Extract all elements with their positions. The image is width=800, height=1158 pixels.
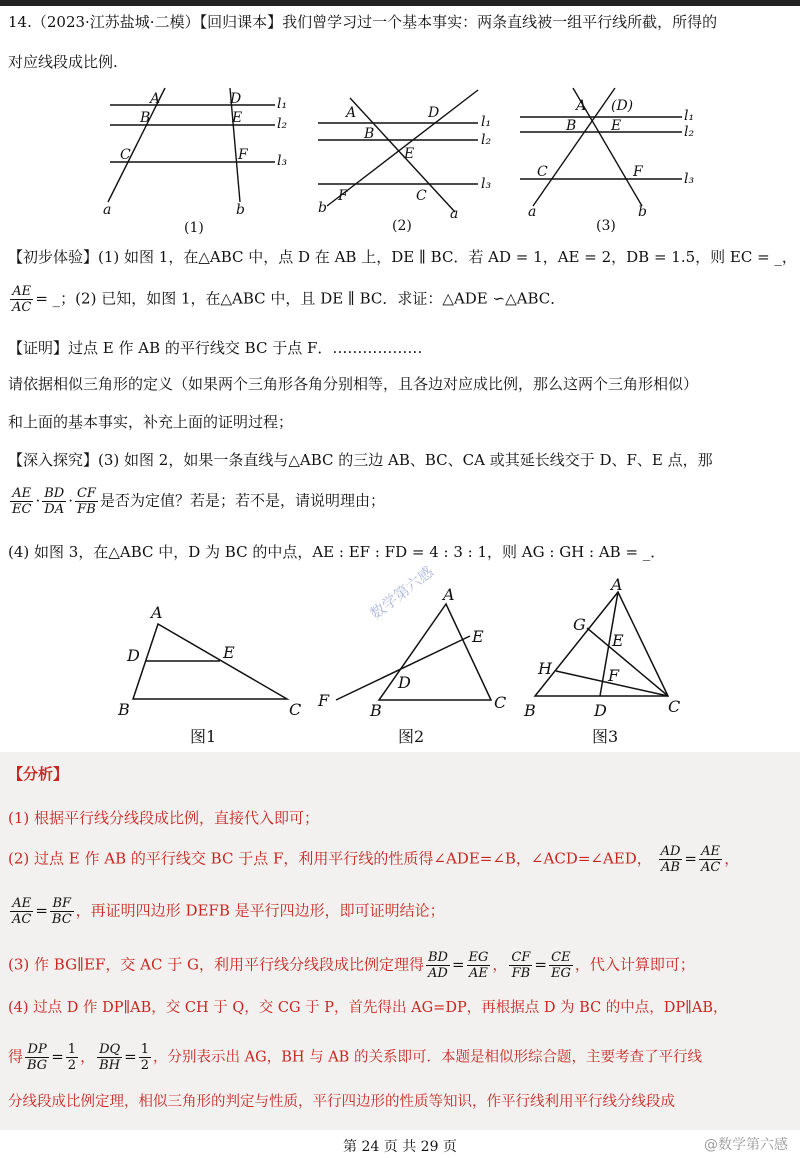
analysis-p2b [8, 896, 798, 927]
p2b-frac1-num: AE [10, 896, 33, 912]
page-footer: 第 24 页 共 29 页 [343, 1139, 457, 1155]
f1-label-l2: l₂ [277, 116, 288, 132]
proof-line: 【证明】过点 E 作 AB 的平行线交 BC 于点 F．……………… [8, 339, 423, 357]
q3-frac3-num: CF [76, 486, 96, 501]
p2b-rest: ，再证明四边形 DEFB 是平行四边形，即可证明结论； [75, 901, 445, 920]
p4-frac2-den: 2 [67, 1058, 77, 1073]
f3-label-b: b [638, 204, 647, 220]
analysis-title: 【分析】 [8, 765, 69, 783]
problem-line-1: 14.（2023·江苏盐城·二模）【回归课本】我们曾学习过一个基本事实：两条直线被一组平行线所截，所得的 [8, 13, 718, 31]
f1-label-C: C [120, 147, 131, 163]
analysis-panel [0, 752, 800, 1130]
p3-frac1-den: AD [428, 966, 448, 981]
p2-eq1: = [684, 849, 697, 868]
p2b-eq: = [35, 901, 48, 920]
g3-label-B: B [524, 701, 536, 720]
problem-line-2: 对应线段成比例. [8, 53, 118, 71]
question-3a: 【深入探究】(3) 如图 2，如果一条直线与△ABC 的三边 AB、BC、CA 或其延长线交于 D、F、E 点，那 [8, 451, 713, 469]
f2-label-F: F [338, 188, 348, 204]
f2-label-C: C [416, 188, 427, 204]
g2-caption: 图2 [398, 727, 425, 746]
f1-label-l1: l₁ [277, 96, 288, 112]
q3-frac2-den: DA [44, 502, 65, 517]
parallel-lines-figures [0, 84, 800, 238]
g1-label-E: E [223, 643, 235, 662]
g1-label-B: B [118, 700, 130, 719]
f1-label-B: B [140, 110, 151, 126]
f1-caption: (1) [184, 220, 204, 236]
p3-frac1-num: BD [427, 950, 448, 965]
question-4: (4) 如图 3，在△ABC 中，D 为 BC 的中点，AE : EF : FD = 4 : 3 : 1，则 AG : GH : AB = _． [8, 543, 666, 561]
p2b-frac2-num: BF [50, 896, 74, 912]
top-border [0, 0, 800, 6]
p4-eq1: = [51, 1047, 64, 1066]
p3-frac3-den: FB [511, 966, 531, 981]
p3-rest: ，代入计算即可； [574, 955, 695, 974]
f3-label-E: E [611, 118, 622, 134]
f3-label-C: C [537, 164, 548, 180]
f2-label-a: a [450, 206, 459, 222]
p2a-text: (2) 过点 E 作 AB 的平行线交 BC 于点 F，利用平行线的性质得∠ADE=∠B，∠ACD=∠AED， [8, 849, 652, 868]
g3-label-F: F [608, 666, 620, 685]
f2-caption: (2) [392, 218, 412, 234]
f2-label-A: A [346, 105, 357, 121]
p4-frac1-num: DP [25, 1042, 49, 1058]
p3a-text: (3) 作 BG∥EF，交 AC 于 G，利用平行线分线段成比例定理得 [8, 955, 424, 974]
g3-label-D: D [594, 701, 607, 720]
q3-frac2-num: BD [44, 486, 65, 501]
f2-label-l3: l₃ [481, 176, 492, 192]
analysis-p5: 分线段成比例定理，相似三角形的判定与性质，平行四边形的性质等知识，作平行线利用平行线分线段成 [8, 1094, 675, 1110]
g3-label-H: H [538, 659, 552, 678]
f3-label-l3: l₃ [684, 171, 695, 187]
g3-caption: 图3 [592, 727, 619, 746]
requirement-line-1: 请依据相似三角形的定义（如果两个三角形各角分别相等，且各边对应成比例，那么这两个三角形相似） [8, 375, 699, 393]
p2b-frac2-den: BC [51, 912, 72, 927]
p3-frac4-den: EG [550, 966, 571, 981]
p2-frac2-den: AC [700, 860, 721, 875]
f3-caption: (3) [596, 218, 616, 234]
p4-frac4-num: 1 [140, 1042, 150, 1057]
f1-label-F: F [238, 147, 248, 163]
p4-frac3-num: DQ [99, 1042, 121, 1057]
f2-label-E: E [404, 146, 415, 162]
requirement-line-2: 和上面的基本事实，补充上面的证明过程； [8, 413, 294, 431]
watermark-corner: @数学第六感 [704, 1137, 788, 1153]
p2-frac2-num: AE [699, 844, 722, 860]
g1-label-C: C [289, 700, 302, 719]
q1b-num: AE [10, 284, 33, 300]
p3-eq2: = [534, 955, 547, 974]
p4-de: 得 [8, 1047, 24, 1066]
g2-label-C: C [494, 693, 507, 712]
f3-label-l2: l₂ [684, 124, 695, 140]
analysis-p1: (1) 根据平行线分线段成比例，直接代入即可； [8, 809, 320, 827]
p4-eq2: = [124, 1047, 137, 1066]
p4-frac2-num: 1 [67, 1042, 77, 1057]
p4-frac1-den: BG [27, 1058, 48, 1073]
q3-frac1-den: EC [12, 502, 32, 517]
p4-frac3-den: BH [99, 1058, 121, 1073]
p4-frac4-den: 2 [140, 1058, 150, 1073]
f1-label-A: A [150, 91, 161, 107]
question-3b: $\frac{AE}{EC}$ · $\frac{BD}{DA}$ · $\frac{CF}{FB}$ 是否为定值？若是；若不是，请说明理由； [12, 486, 385, 517]
g3-label-A: A [611, 578, 623, 594]
p3-frac2-num: EG [468, 950, 489, 965]
f3-label-l1: l₁ [684, 108, 695, 124]
q3-frac1-num: AE [10, 486, 33, 502]
g2-label-D: D [398, 673, 411, 692]
g1-label-A: A [151, 603, 163, 622]
f3-label-F: F [633, 164, 643, 180]
f1-label-l3: l₃ [277, 153, 288, 169]
f1-label-a: a [103, 202, 112, 218]
p3-frac2-den: AE [469, 966, 488, 981]
f2-label-D: D [428, 105, 440, 121]
triangle-figures [0, 578, 800, 750]
g3-label-E: E [612, 631, 624, 650]
g1-label-D: D [127, 646, 140, 665]
g2-label-B: B [370, 701, 382, 720]
g2-label-F: F [318, 691, 330, 710]
p2-frac1-den: AB [660, 860, 680, 875]
f2-label-l1: l₁ [481, 114, 492, 130]
f1-label-b: b [236, 202, 245, 218]
g1-caption: 图1 [190, 727, 217, 746]
f2-label-b: b [318, 200, 327, 216]
f1-label-D: D [230, 91, 242, 107]
g2-label-E: E [472, 627, 484, 646]
f2-label-l2: l₂ [481, 132, 492, 148]
g3-label-G: G [573, 615, 586, 634]
watermark-diagonal: 数学第六感 [366, 562, 437, 624]
q1b-rest: = _；(2) 已知，如图 1，在△ABC 中，且 DE ∥ BC．求证：△ADE ∽△ABC． [35, 289, 566, 308]
q3-frac3-den: FB [77, 502, 96, 517]
analysis-p2a [8, 844, 798, 875]
p2-frac1-num: AD [660, 844, 681, 859]
g2-label-A: A [443, 585, 455, 604]
f1-label-E: E [232, 110, 243, 126]
f2-label-B: B [364, 126, 375, 142]
f3-label-B: B [566, 118, 577, 134]
g3-label-C: C [668, 697, 681, 716]
analysis-p3 [8, 950, 798, 981]
analysis-p4a: (4) 过点 D 作 DP∥AB，交 CH 于 Q，交 CG 于 P，首先得出 AG=DP，再根据点 D 为 BC 的中点，DP∥AB， [8, 1000, 728, 1016]
question-1b [8, 284, 798, 315]
p2-comma: ， [724, 849, 740, 868]
q1b-den: AC [12, 300, 32, 315]
p3-comma: ， [492, 955, 508, 974]
p3-eq1: = [451, 955, 465, 974]
f3-label-D: (D) [611, 98, 634, 114]
analysis-p4b [8, 1042, 798, 1073]
p4-comma: ， [80, 1047, 96, 1066]
question-1a: 【初步体验】(1) 如图 1，在△ABC 中，点 D 在 AB 上，DE ∥ BC．若 AD = 1，AE = 2，DB = 1.5，则 EC = _， [8, 248, 797, 266]
p2b-frac1-den: AC [12, 912, 32, 927]
p4b-rest: ，分别表示出 AG，BH 与 AB 的关系即可．本题是相似形综合题，主要考查了平行线 [153, 1049, 702, 1066]
f3-label-a: a [528, 204, 537, 220]
p3-frac4-num: CE [549, 950, 573, 966]
p3-frac3-num: CF [511, 950, 531, 965]
f3-label-A: A [576, 98, 587, 114]
q3b-rest: 是否为定值？若是；若不是，请说明理由； [99, 491, 385, 510]
